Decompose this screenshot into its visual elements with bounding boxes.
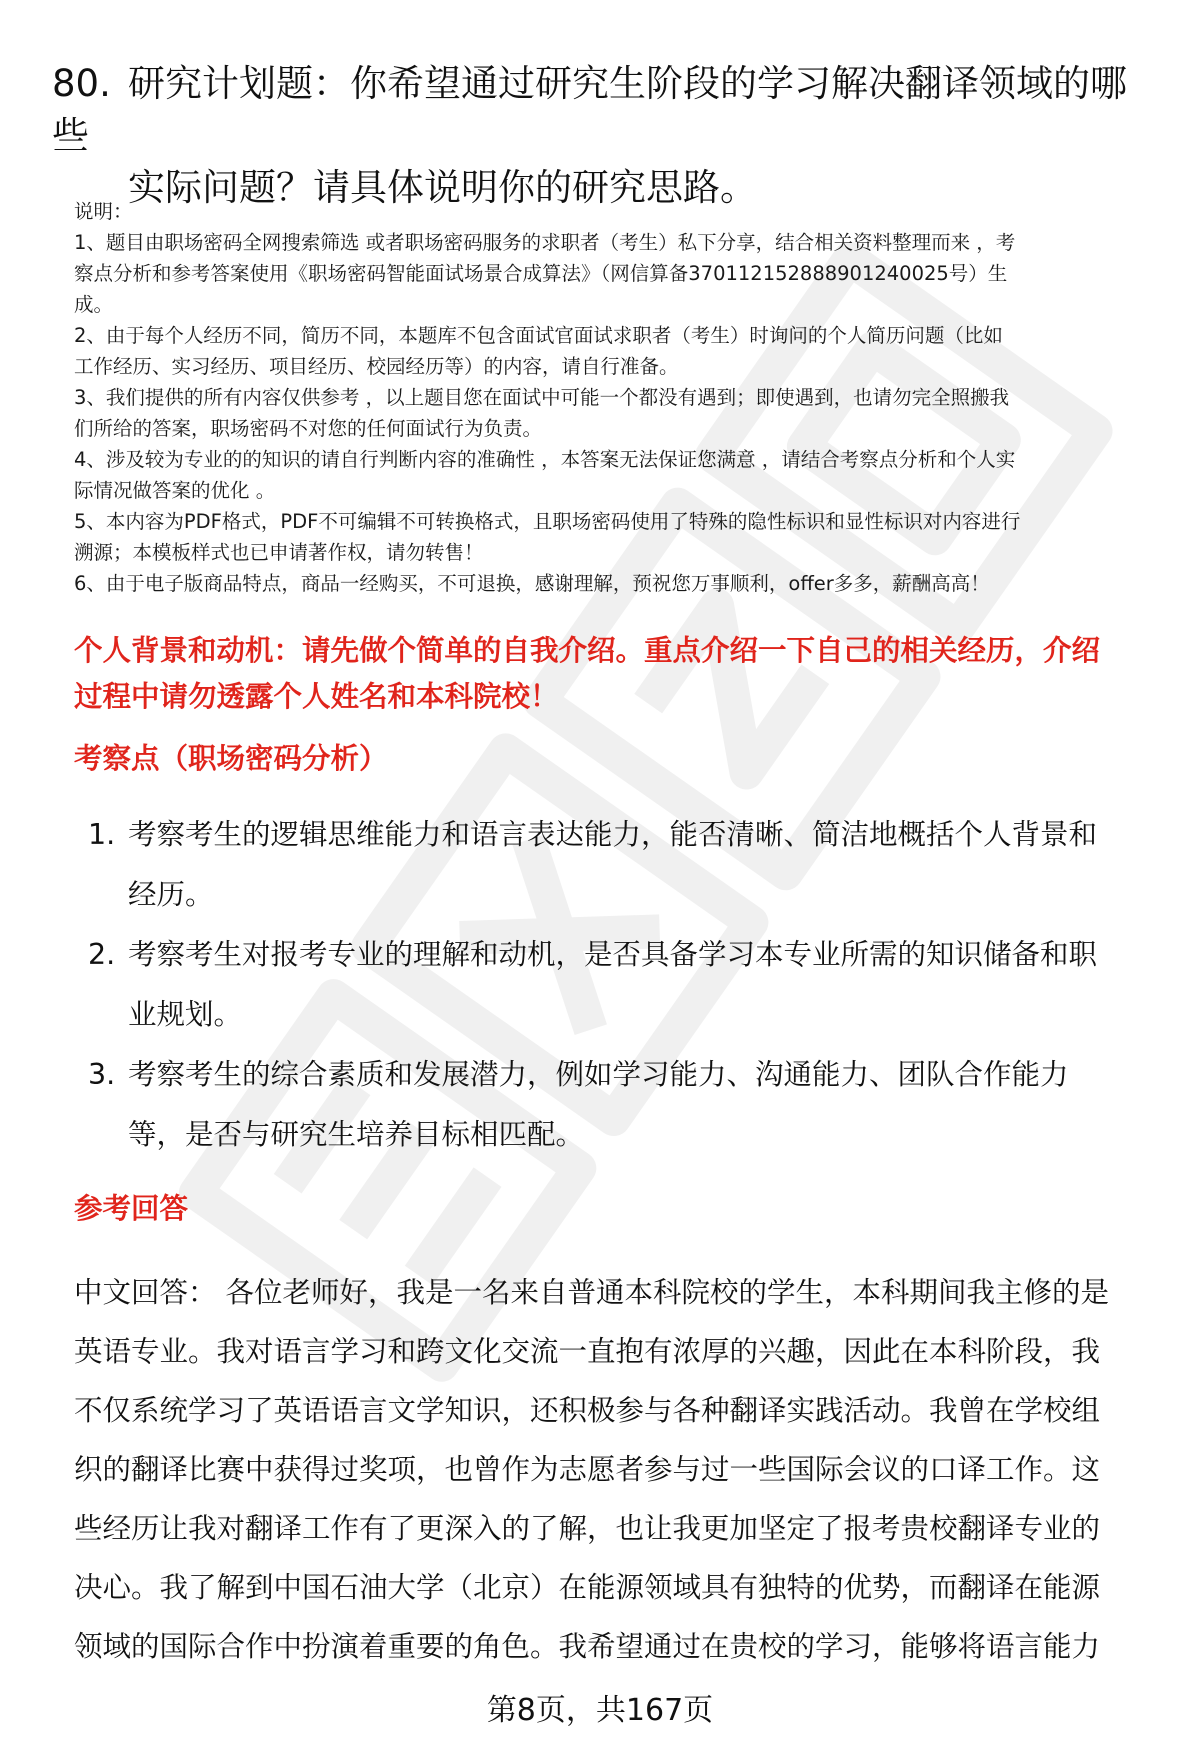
answer-line: 些经历让我对翻译工作有了更深入的了解，也让我更加坚定了报考贵校翻译专业的: [74, 1512, 1101, 1545]
answer-line: 领域的国际合作中扮演着重要的角色。我希望通过在贵校的学习，能够将语言能力: [74, 1630, 1101, 1663]
list-item-line: 考察考生对报考专业的理解和动机，是否具备学习本专业所需的知识储备和职: [128, 938, 1098, 971]
notes-line: 4、涉及较为专业的的知识的请自行判断内容的准确性 ，本答案无法保证您满意 ，请结合考察点分析和个人实: [74, 448, 1016, 471]
answer-line: 英语专业。我对语言学习和跨文化交流一直抱有浓厚的兴趣，因此在本科阶段，我: [74, 1335, 1101, 1368]
background-motive-prompt: [74, 628, 1164, 720]
page-footer: 第8页，共167页: [486, 1693, 714, 1728]
list-item-number: 2.: [88, 938, 116, 971]
background-prompt-line-2: 过程中请勿透露个人姓名和本科院校！: [74, 680, 559, 713]
question-line-2: 实际问题？请具体说明你的研究思路。: [128, 166, 757, 209]
list-item-line: 考察考生的逻辑思维能力和语言表达能力，能否清晰、简洁地概括个人背景和: [128, 818, 1098, 851]
question-title: [52, 58, 1162, 214]
list-item-line: 经历。: [128, 878, 214, 911]
list-item-line: 等，是否与研究生培养目标相匹配。: [128, 1118, 585, 1151]
notes-line: 2、由于每个人经历不同，简历不同，本题库不包含面试官面试求职者（考生）时询问的个人简历问题（比如: [74, 324, 1003, 347]
reference-answer-body: [74, 1263, 1159, 1676]
notes-line: 际情况做答案的优化 。: [74, 479, 276, 502]
notes-line: 1、题目由职场密码全网搜索筛选 或者职场密码服务的求职者（考生）私下分享，结合相关资料整理而来 ，考: [74, 231, 1016, 254]
list-item: [74, 925, 1154, 1045]
notes-line: 工作经历、实习经历、项目经历、校园经历等）的内容，请自行准备。: [74, 355, 679, 378]
notes-line: 5、本内容为PDF格式，PDF不可编辑不可转换格式，且职场密码使用了特殊的隐性标识和显性标识对内容进行: [74, 510, 1021, 533]
answer-line: 不仅系统学习了英语语言文学知识，还积极参与各种翻译实践活动。我曾在学校组: [74, 1394, 1101, 1427]
list-item-line: 业规划。: [128, 998, 243, 1031]
notes-section: [74, 196, 1160, 599]
notes-line: 3、我们提供的所有内容仅供参考 ，以上题目您在面试中可能一个都没有遇到；即使遇到，也请勿完全照搬我: [74, 386, 1010, 409]
notes-line: 成。: [74, 293, 114, 316]
notes-line: 们所给的答案，职场密码不对您的任何面试行为负责。: [74, 417, 543, 440]
notes-line: 6、由于电子版商品特点，商品一经购买，不可退换，感谢理解，预祝您万事顺利，offer多多，薪酬高高！: [74, 572, 990, 595]
list-item: [74, 1045, 1154, 1165]
notes-line: 溯源；本模板样式也已申请著作权，请勿转售！: [74, 541, 484, 564]
list-item-number: 1.: [88, 818, 116, 851]
answer-line: 决心。我了解到中国石油大学（北京）在能源领域具有独特的优势，而翻译在能源: [74, 1571, 1101, 1604]
background-prompt-line-1: 个人背景和动机：请先做个简单的自我介绍。重点介绍一下自己的相关经历，介绍: [74, 634, 1101, 667]
list-item: [74, 805, 1154, 925]
question-number: 80.: [52, 62, 111, 105]
answer-line: 中文回答： 各位老师好，我是一名来自普通本科院校的学生，本科期间我主修的是: [74, 1276, 1110, 1309]
assessment-points-list: [74, 805, 1154, 1165]
answer-line: 织的翻译比赛中获得过奖项，也曾作为志愿者参与过一些国际会议的口译工作。这: [74, 1453, 1101, 1486]
notes-title: 说明：: [74, 200, 133, 223]
notes-line: 察点分析和参考答案使用《职场密码智能面试场景合成算法》（网信算备370112152888901240025号）生: [74, 262, 1008, 285]
assessment-points-heading: 考察点（职场密码分析）: [74, 742, 388, 775]
list-item-line: 考察考生的综合素质和发展潜力，例如学习能力、沟通能力、团队合作能力: [128, 1058, 1069, 1091]
question-line-1: 80. 研究计划题：你希望通过研究生阶段的学习解决翻译领域的哪些: [52, 58, 1162, 162]
reference-answer-heading: 参考回答: [74, 1192, 189, 1225]
list-item-number: 3.: [88, 1058, 116, 1091]
